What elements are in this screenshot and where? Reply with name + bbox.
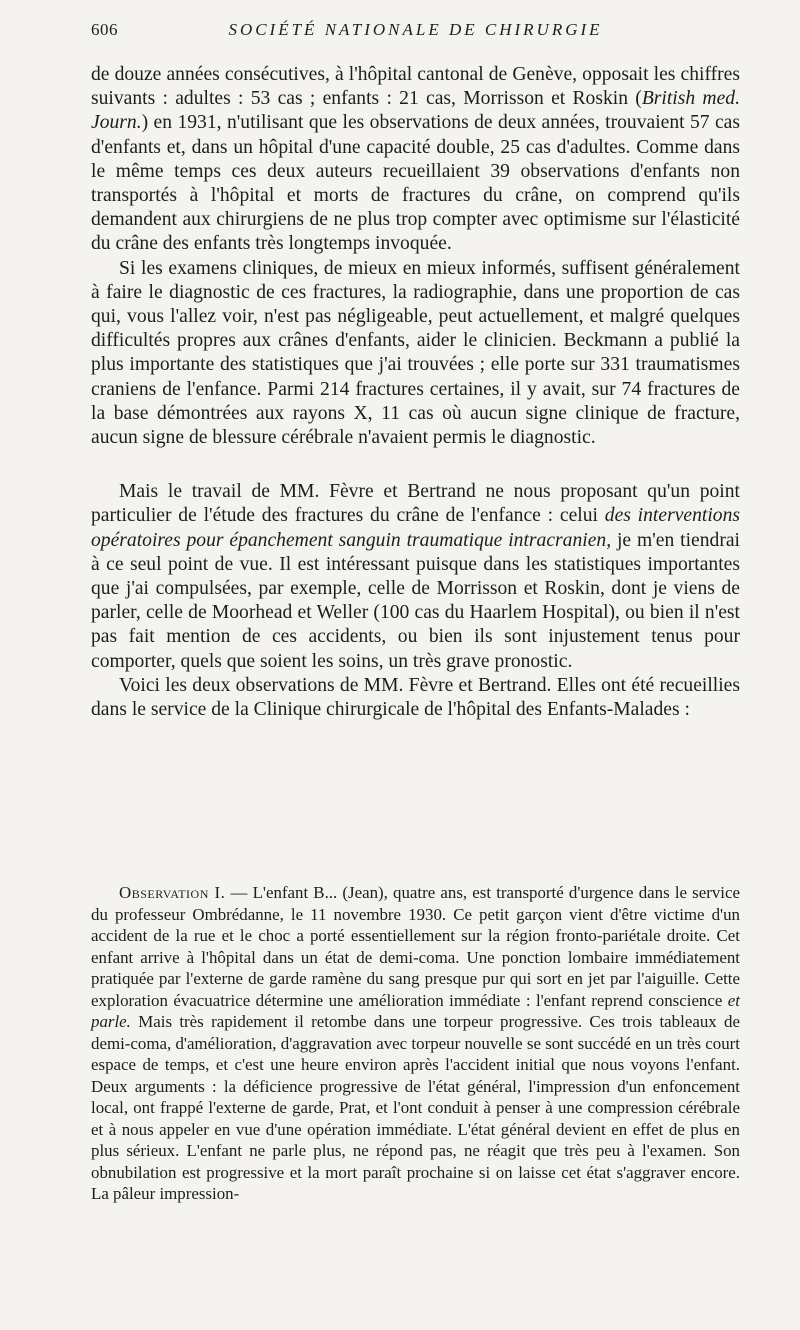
paragraph-3-part-b: je m'en tiendrai à ce seul point de vue. Il est intéressant puisque dans les statistiques importantes que j'ai compulsées, par exemple, celle de Morrisson et Roskin, dont je viens de parler, celle de Moorhead et Weller (100 cas du Haarlem Hospital), ou bien il n'est pas fait mention de ces accidents, ou bien ils sont injustement tenus pour comporter, quels que soient les soins, un très grave pronostic.	[91, 529, 741, 672]
paragraph-4: Voici les deux observations de MM. Fèvre et Bertrand. Elles ont été recueillies dans le service de la Clinique chirurgicale de l'hôpital des Enfants-Malades :	[91, 674, 740, 721]
paragraph-3-part-a: Mais le travail de MM. Fèvre et Bertrand ne nous proposant qu'un point particulier de l'étude des fractures du crâne de l'enfance : celui	[91, 481, 740, 527]
paragraph-2: Si les examens cliniques, de mieux en mieux informés, suffisent généralement à faire le diagnostic de ces fractures, la radiographie, dans une proportion de cas qui, vous l'allez voir, n'est pas négligeable, peut actuellement, et malgré quelques difficultés propres aux crânes d'enfants, aider le clinicien. Beckmann a publié la plus importante des statistiques que j'ai trouvées ; elle porte sur 331 traumatismes craniens de l'enfance. Parmi 214 fractures certaines, il y avait, sur 74 fractures de la base démontrées aux rayons X, 11 cas où aucun signe clinique de fracture, aucun signe de blessure cérébrale n'avaient permis le diagnostic.	[91, 257, 740, 449]
page-header	[91, 20, 740, 46]
paragraph-1-part-a: de douze années consécutives, à l'hôpital cantonal de Genève, opposait les chiffres suivants : adultes : 53 cas ; enfants : 21 cas, Morrisson et Roskin (	[91, 64, 740, 110]
observation-part-b: Mais très rapidement il retombe dans une torpeur progressive. Ces trois tableaux de demi-coma, d'amélioration, d'aggravation avec torpeur nouvelle se sont succédé en un très court espace de temps, et c'est une heure environ après l'accident initial que nous voyons l'enfant. Deux arguments : la déficience progressive de l'état général, l'impression d'un enfoncement local, ont frappé l'externe de garde, Prat, et l'ont conduit à penser à une compression cérébrale et à nous appeler en vue d'une opération immédiate. L'état général devient en effet de plus en plus sérieux. L'enfant ne parle plus, ne répond pas, ne réagit que très peu à l'examen. Son obnubilation est progressive et la mort paraît prochaine si on laisse cet état s'aggraver encore. La pâleur impression-	[91, 1012, 740, 1203]
observation-part-a: — L'enfant B... (Jean), quatre ans, est transporté d'urgence dans le service du professeur Ombrédanne, le 11 novembre 1930. Ce petit garçon vient d'être victime d'un accident de la rue et le choc a porté essentiellement sur la région fronto-pariétale droite. Cet enfant arrive à l'hôpital dans un état de demi-coma. Une ponction lombaire immédiatement pratiquée par l'externe de garde ramène du sang presque pur qui sort en jet par l'aiguille. Cette exploration évacuatrice détermine une amélioration immédiate : l'enfant reprend conscience	[91, 883, 740, 1010]
topic-italic: des interventions opératoires pour épanchement sanguin traumatique intracranien,	[91, 505, 740, 551]
observation-1	[91, 882, 740, 1205]
main-text	[91, 63, 740, 722]
observation-label: Observation I.	[119, 883, 226, 902]
paragraph-1-part-b: ) en 1931, n'utilisant que les observations de deux années, trouvaient 57 cas d'enfants et, dans un hôpital d'une capacité double, 25 cas d'adultes. Comme dans le même temps ces deux auteurs recueillaient 39 observations d'enfants non transportés à l'hôpital et morts de fractures du crâne, on comprend qu'ils demandent aux chirurgiens de ne plus trop compter avec optimisme sur l'élasticité du crâne des enfants très longtemps invoquée.	[91, 112, 740, 255]
paragraph-1	[91, 63, 740, 257]
journal-citation: British med. Journ.	[91, 88, 740, 134]
page-number: 606	[91, 20, 118, 39]
paragraph-3	[91, 480, 740, 674]
running-title: SOCIÉTÉ NATIONALE DE CHIRURGIE	[228, 20, 603, 39]
observation-italic: et parle.	[91, 990, 740, 1031]
